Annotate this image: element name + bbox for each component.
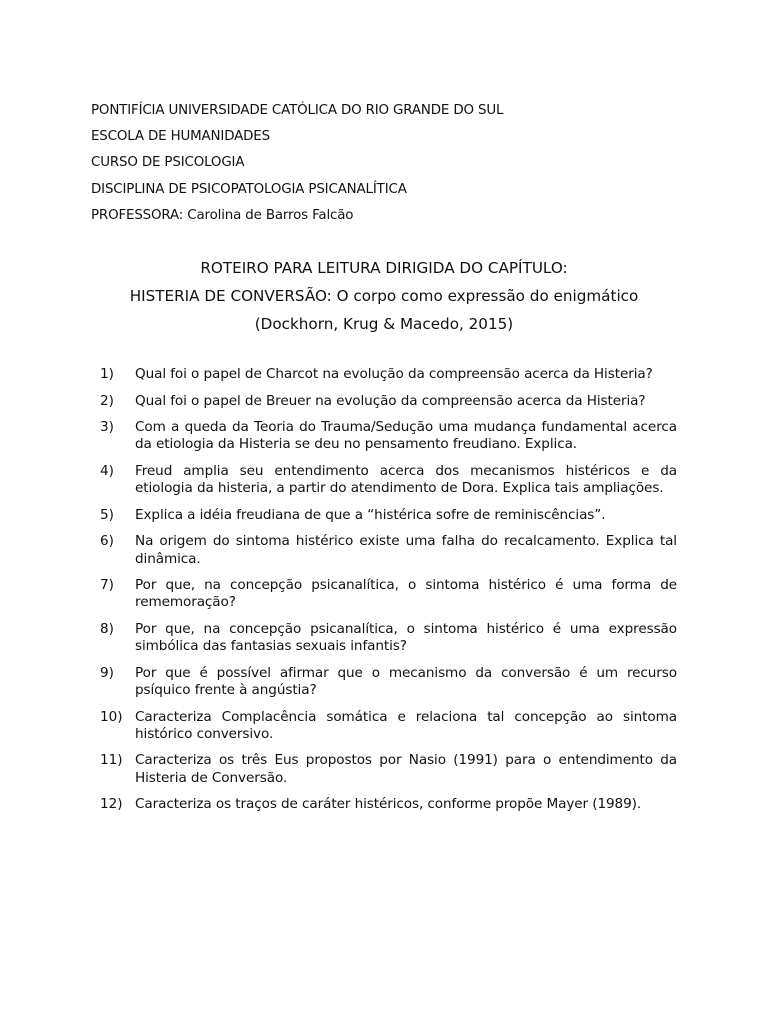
professor-name: PROFESSORA: Carolina de Barros Falcão xyxy=(91,207,354,223)
discipline-name: DISCIPLINA DE PSICOPATOLOGIA PSICANALÍTICA xyxy=(91,181,407,197)
question-text: Por que, na concepção psicanalítica, o sintoma histérico é uma forma de rememoração? xyxy=(135,577,677,611)
question-text: Explica a idéia freudiana de que a “histérica sofre de reminiscências”. xyxy=(135,506,606,523)
list-item xyxy=(100,533,677,567)
question-number: 1) xyxy=(100,366,114,382)
question-list xyxy=(100,366,677,823)
list-item xyxy=(100,621,677,655)
question-number: 6) xyxy=(100,533,114,550)
document-title xyxy=(84,254,684,338)
question-text: Caracteriza os três Eus propostos por Nasio (1991) para o entendimento da Histeria de Conversão. xyxy=(135,752,677,786)
question-text: Qual foi o papel de Breuer na evolução da compreensão acerca da Histeria? xyxy=(135,392,646,409)
list-item xyxy=(100,752,677,786)
question-text: Na origem do sintoma histérico existe uma falha do recalcamento. Explica tal dinâmica. xyxy=(135,533,677,567)
question-text: Com a queda da Teoria do Trauma/Sedução uma mudança fundamental acerca da etiologia da Histeria se deu no pensamento freudiano. Explica. xyxy=(135,419,677,453)
title-line-1: ROTEIRO PARA LEITURA DIRIGIDA DO CAPÍTULO: xyxy=(200,259,568,277)
list-item xyxy=(100,419,677,453)
title-line-3: (Dockhorn, Krug & Macedo, 2015) xyxy=(254,315,514,333)
question-number: 8) xyxy=(100,620,114,637)
university-name: PONTIFÍCIA UNIVERSIDADE CATÓLICA DO RIO GRANDE DO SUL xyxy=(91,103,504,118)
course-name: CURSO DE PSICOLOGIA xyxy=(91,155,245,171)
list-item xyxy=(100,463,677,497)
question-text: Por que é possível afirmar que o mecanismo da conversão é um recurso psíquico frente à angústia? xyxy=(135,664,677,698)
question-number: 4) xyxy=(100,462,114,479)
title-line-2: HISTERIA DE CONVERSÃO: O corpo como expressão do enigmático xyxy=(129,287,639,305)
question-number: 9) xyxy=(100,664,114,681)
list-item xyxy=(100,366,677,383)
question-number: 7) xyxy=(100,577,114,594)
list-item xyxy=(100,796,677,813)
list-item xyxy=(100,507,677,524)
list-item xyxy=(100,577,677,611)
question-text: Freud amplia seu entendimento acerca dos mecanismos histéricos e da etiologia da histeria, a partir do atendimento de Dora. Explica tais ampliações. xyxy=(135,462,677,497)
list-item xyxy=(100,393,677,410)
question-number: 3) xyxy=(100,419,114,436)
school-name: ESCOLA DE HUMANIDADES xyxy=(91,129,270,145)
institution-header xyxy=(91,98,691,229)
question-number: 5) xyxy=(100,506,114,523)
question-number: 12) xyxy=(100,796,123,813)
question-text: Por que, na concepção psicanalítica, o sintoma histérico é uma expressão simbólica das fantasias sexuais infantis? xyxy=(135,620,677,655)
list-item xyxy=(100,709,677,743)
question-number: 2) xyxy=(100,392,114,409)
question-text: Qual foi o papel de Charcot na evolução da compreensão acerca da Histeria? xyxy=(135,366,653,382)
question-text: Caracteriza os traços de caráter histéricos, conforme propõe Mayer (1989). xyxy=(135,796,642,813)
question-number: 10) xyxy=(100,708,123,725)
question-number: 11) xyxy=(100,752,123,769)
question-text: Caracteriza Complacência somática e relaciona tal concepção ao sintoma histórico conversivo. xyxy=(135,708,677,742)
list-item xyxy=(100,665,677,699)
